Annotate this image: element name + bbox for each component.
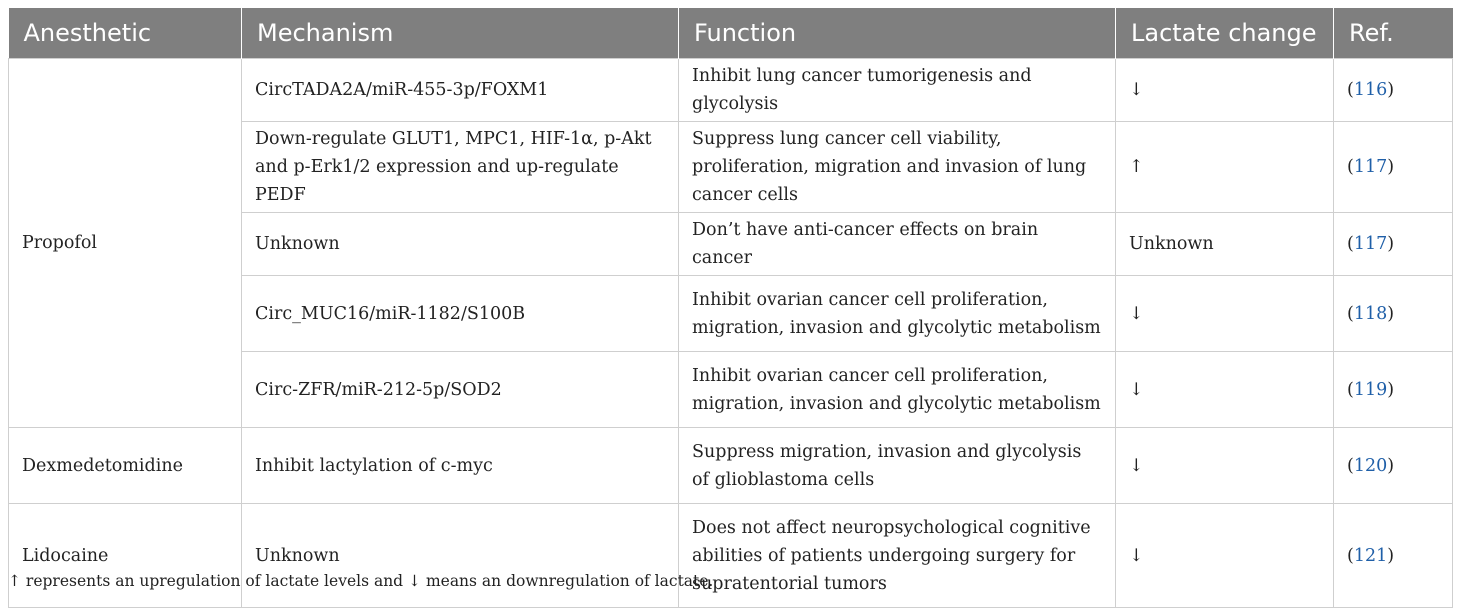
lactate-cell: ↓ bbox=[1116, 352, 1334, 428]
lactate-cell: ↓ bbox=[1116, 276, 1334, 352]
function-cell: Suppress lung cancer cell viability, proliferation, migration and invasion of lung cancer cells bbox=[679, 122, 1116, 213]
mechanism-cell: Down-regulate GLUT1, MPC1, HIF-1α, p-Akt and p-Erk1/2 expression and up-regulate PEDF bbox=[242, 122, 679, 213]
ref-cell: (119) bbox=[1334, 352, 1453, 428]
ref-link[interactable]: 117 bbox=[1353, 157, 1388, 177]
anesthetic-cell: Lidocaine bbox=[9, 504, 242, 608]
ref-cell: (120) bbox=[1334, 428, 1453, 504]
table-row bbox=[9, 504, 1453, 608]
anesthetic-cell: Dexmedetomidine bbox=[9, 428, 242, 504]
lactate-cell: ↓ bbox=[1116, 59, 1334, 122]
ref-cell: (117) bbox=[1334, 213, 1453, 276]
mechanism-cell: Unknown bbox=[242, 504, 679, 608]
header-ref: Ref. bbox=[1334, 8, 1453, 59]
header-lactate-change: Lactate change bbox=[1116, 8, 1334, 59]
ref-link[interactable]: 117 bbox=[1353, 234, 1388, 254]
lactate-cell: ↑ bbox=[1116, 122, 1334, 213]
mechanism-cell: CircTADA2A/miR-455-3p/FOXM1 bbox=[242, 59, 679, 122]
ref-link[interactable]: 119 bbox=[1353, 379, 1388, 400]
ref-cell: (118) bbox=[1334, 276, 1453, 352]
header-anesthetic: Anesthetic bbox=[9, 8, 242, 59]
mechanism-cell: Unknown bbox=[242, 213, 679, 276]
ref-link[interactable]: 118 bbox=[1353, 303, 1388, 324]
ref-cell: (117) bbox=[1334, 122, 1453, 213]
ref-link[interactable]: 116 bbox=[1353, 80, 1388, 100]
function-cell: Inhibit lung cancer tumorigenesis and glycolysis bbox=[679, 59, 1116, 122]
table-footnote: ↑ represents an upregulation of lactate levels and ↓ means an downregulation of lactate. bbox=[8, 572, 714, 590]
mechanism-cell: Circ_MUC16/miR-1182/S100B bbox=[242, 276, 679, 352]
anesthetic-cell: Propofol bbox=[9, 59, 242, 428]
function-cell: Inhibit ovarian cancer cell proliferation, migration, invasion and glycolytic metabolism bbox=[679, 352, 1116, 428]
header-function: Function bbox=[679, 8, 1116, 59]
ref-cell: (121) bbox=[1334, 504, 1453, 608]
table-row bbox=[9, 59, 1453, 122]
header-mechanism: Mechanism bbox=[242, 8, 679, 59]
table-row bbox=[9, 428, 1453, 504]
ref-link[interactable]: 120 bbox=[1353, 455, 1388, 476]
lactate-cell: ↓ bbox=[1116, 428, 1334, 504]
table-container bbox=[8, 8, 1452, 608]
function-cell: Don’t have anti-cancer effects on brain cancer bbox=[679, 213, 1116, 276]
function-cell: Inhibit ovarian cancer cell proliferation, migration, invasion and glycolytic metabolism bbox=[679, 276, 1116, 352]
lactate-cell: ↓ bbox=[1116, 504, 1334, 608]
lactate-cell: Unknown bbox=[1116, 213, 1334, 276]
anesthetic-lactate-table bbox=[8, 8, 1453, 608]
header-row bbox=[9, 8, 1453, 59]
mechanism-cell: Inhibit lactylation of c-myc bbox=[242, 428, 679, 504]
mechanism-cell: Circ-ZFR/miR-212-5p/SOD2 bbox=[242, 352, 679, 428]
function-cell: Does not affect neuropsychological cognitive abilities of patients undergoing surgery for supratentorial tumors bbox=[679, 504, 1116, 608]
function-cell: Suppress migration, invasion and glycolysis of glioblastoma cells bbox=[679, 428, 1116, 504]
ref-cell: (116) bbox=[1334, 59, 1453, 122]
ref-link[interactable]: 121 bbox=[1353, 545, 1388, 566]
